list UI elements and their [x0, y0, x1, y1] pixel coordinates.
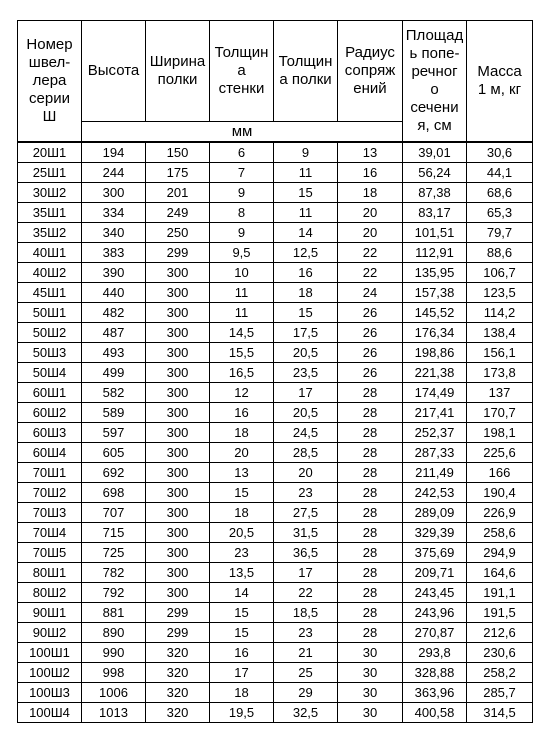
- cell-height: 725: [82, 543, 146, 563]
- cell-fillet-radius: 13: [338, 142, 403, 163]
- table-body: [18, 142, 533, 723]
- header-flange-thickness-text: Толщин а полки: [278, 53, 333, 88]
- header-fillet-radius: [338, 21, 403, 122]
- cell-cross-section-area: 101,51: [403, 223, 467, 243]
- cell-channel-number: 100Ш3: [18, 683, 82, 703]
- table-row: [18, 603, 533, 623]
- cell-mass-per-meter: 294,9: [467, 543, 533, 563]
- table-row: [18, 163, 533, 183]
- cell-cross-section-area: 375,69: [403, 543, 467, 563]
- cell-flange-width: 300: [146, 303, 210, 323]
- cell-height: 482: [82, 303, 146, 323]
- cell-channel-number: 60Ш4: [18, 443, 82, 463]
- cell-cross-section-area: 252,37: [403, 423, 467, 443]
- cell-web-thickness: 20,5: [210, 523, 274, 543]
- table-row: [18, 583, 533, 603]
- cell-web-thickness: 14,5: [210, 323, 274, 343]
- cell-cross-section-area: 243,96: [403, 603, 467, 623]
- cell-flange-width: 300: [146, 283, 210, 303]
- header-fillet-radius-text: Радиус сопряж ений: [344, 44, 396, 97]
- cell-cross-section-area: 209,71: [403, 563, 467, 583]
- cell-flange-width: 300: [146, 443, 210, 463]
- cell-cross-section-area: 157,38: [403, 283, 467, 303]
- cell-flange-thickness: 31,5: [274, 523, 338, 543]
- cell-mass-per-meter: 166: [467, 463, 533, 483]
- cell-channel-number: 25Ш1: [18, 163, 82, 183]
- cell-web-thickness: 13: [210, 463, 274, 483]
- cell-channel-number: 60Ш3: [18, 423, 82, 443]
- cell-flange-thickness: 20,5: [274, 343, 338, 363]
- cell-height: 589: [82, 403, 146, 423]
- cell-flange-thickness: 29: [274, 683, 338, 703]
- cell-web-thickness: 15: [210, 623, 274, 643]
- cell-height: 487: [82, 323, 146, 343]
- cell-flange-width: 249: [146, 203, 210, 223]
- header-flange-width: [146, 21, 210, 122]
- table-row: [18, 463, 533, 483]
- cell-web-thickness: 11: [210, 283, 274, 303]
- header-channel-number-text: Номер швел- лера серии Ш: [26, 36, 73, 125]
- cell-channel-number: 35Ш1: [18, 203, 82, 223]
- cell-mass-per-meter: 114,2: [467, 303, 533, 323]
- cell-channel-number: 70Ш4: [18, 523, 82, 543]
- cell-fillet-radius: 28: [338, 463, 403, 483]
- header-cross-section-area-text: Площад ь попе- речног о сечени я, см: [405, 27, 464, 134]
- cell-flange-thickness: 15: [274, 183, 338, 203]
- cell-mass-per-meter: 230,6: [467, 643, 533, 663]
- cell-flange-width: 300: [146, 543, 210, 563]
- cell-fillet-radius: 28: [338, 383, 403, 403]
- cell-fillet-radius: 26: [338, 303, 403, 323]
- cell-channel-number: 100Ш2: [18, 663, 82, 683]
- cell-web-thickness: 9: [210, 183, 274, 203]
- cell-channel-number: 35Ш2: [18, 223, 82, 243]
- cell-flange-thickness: 27,5: [274, 503, 338, 523]
- cell-height: 582: [82, 383, 146, 403]
- cell-flange-width: 320: [146, 643, 210, 663]
- cell-mass-per-meter: 314,5: [467, 703, 533, 723]
- cell-flange-thickness: 23: [274, 623, 338, 643]
- cell-flange-width: 300: [146, 383, 210, 403]
- cell-channel-number: 90Ш2: [18, 623, 82, 643]
- table-row: [18, 703, 533, 723]
- cell-mass-per-meter: 88,6: [467, 243, 533, 263]
- table-row: [18, 283, 533, 303]
- cell-flange-thickness: 18: [274, 283, 338, 303]
- cell-cross-section-area: 174,49: [403, 383, 467, 403]
- cell-cross-section-area: 135,95: [403, 263, 467, 283]
- cell-flange-width: 320: [146, 703, 210, 723]
- cell-cross-section-area: 217,41: [403, 403, 467, 423]
- cell-cross-section-area: 328,88: [403, 663, 467, 683]
- cell-flange-width: 300: [146, 463, 210, 483]
- cell-mass-per-meter: 156,1: [467, 343, 533, 363]
- cell-flange-width: 300: [146, 483, 210, 503]
- cell-channel-number: 45Ш1: [18, 283, 82, 303]
- cell-web-thickness: 16,5: [210, 363, 274, 383]
- table-row: [18, 363, 533, 383]
- cell-height: 707: [82, 503, 146, 523]
- cell-flange-thickness: 11: [274, 203, 338, 223]
- header-channel-number: [18, 21, 82, 143]
- cell-mass-per-meter: 65,3: [467, 203, 533, 223]
- cell-cross-section-area: 56,24: [403, 163, 467, 183]
- cell-mass-per-meter: 44,1: [467, 163, 533, 183]
- cell-flange-thickness: 11: [274, 163, 338, 183]
- cell-fillet-radius: 20: [338, 203, 403, 223]
- cell-channel-number: 70Ш2: [18, 483, 82, 503]
- cell-channel-number: 20Ш1: [18, 142, 82, 163]
- table-row: [18, 683, 533, 703]
- cell-fillet-radius: 30: [338, 643, 403, 663]
- cell-flange-width: 300: [146, 323, 210, 343]
- cell-cross-section-area: 176,34: [403, 323, 467, 343]
- header-height: [82, 21, 146, 122]
- cell-height: 334: [82, 203, 146, 223]
- cell-fillet-radius: 24: [338, 283, 403, 303]
- cell-mass-per-meter: 258,6: [467, 523, 533, 543]
- cell-fillet-radius: 26: [338, 323, 403, 343]
- cell-web-thickness: 10: [210, 263, 274, 283]
- cell-flange-width: 175: [146, 163, 210, 183]
- header-flange-width-text: Ширина полки: [149, 53, 206, 88]
- table-row: [18, 343, 533, 363]
- cell-cross-section-area: 363,96: [403, 683, 467, 703]
- cell-mass-per-meter: 191,5: [467, 603, 533, 623]
- table-row: [18, 563, 533, 583]
- cell-fillet-radius: 30: [338, 703, 403, 723]
- cell-flange-thickness: 12,5: [274, 243, 338, 263]
- cell-height: 244: [82, 163, 146, 183]
- cell-cross-section-area: 287,33: [403, 443, 467, 463]
- cell-flange-width: 320: [146, 683, 210, 703]
- cell-fillet-radius: 20: [338, 223, 403, 243]
- cell-flange-width: 250: [146, 223, 210, 243]
- cell-web-thickness: 6: [210, 142, 274, 163]
- cell-height: 1013: [82, 703, 146, 723]
- cell-flange-thickness: 17,5: [274, 323, 338, 343]
- cell-web-thickness: 18: [210, 683, 274, 703]
- cell-height: 698: [82, 483, 146, 503]
- cell-web-thickness: 9,5: [210, 243, 274, 263]
- cell-web-thickness: 18: [210, 423, 274, 443]
- header-web-thickness: [210, 21, 274, 122]
- cell-flange-width: 300: [146, 563, 210, 583]
- cell-web-thickness: 7: [210, 163, 274, 183]
- cell-fillet-radius: 26: [338, 363, 403, 383]
- cell-channel-number: 50Ш4: [18, 363, 82, 383]
- cell-mass-per-meter: 190,4: [467, 483, 533, 503]
- cell-fillet-radius: 28: [338, 523, 403, 543]
- channel-spec-table: [17, 20, 533, 723]
- cell-height: 597: [82, 423, 146, 443]
- cell-channel-number: 90Ш1: [18, 603, 82, 623]
- cell-mass-per-meter: 170,7: [467, 403, 533, 423]
- cell-channel-number: 100Ш4: [18, 703, 82, 723]
- cell-fillet-radius: 28: [338, 623, 403, 643]
- header-unit-mm: мм: [82, 122, 403, 143]
- cell-fillet-radius: 28: [338, 483, 403, 503]
- cell-mass-per-meter: 79,7: [467, 223, 533, 243]
- cell-mass-per-meter: 258,2: [467, 663, 533, 683]
- table-row: [18, 203, 533, 223]
- cell-height: 692: [82, 463, 146, 483]
- table-row: [18, 142, 533, 163]
- cell-fillet-radius: 28: [338, 583, 403, 603]
- cell-flange-thickness: 24,5: [274, 423, 338, 443]
- cell-fillet-radius: 22: [338, 243, 403, 263]
- table-row: [18, 443, 533, 463]
- cell-web-thickness: 8: [210, 203, 274, 223]
- cell-mass-per-meter: 137: [467, 383, 533, 403]
- header-mass-per-meter-text: Масса 1 м, кг: [477, 63, 522, 98]
- table-row: [18, 263, 533, 283]
- cell-height: 715: [82, 523, 146, 543]
- cell-mass-per-meter: 123,5: [467, 283, 533, 303]
- cell-height: 300: [82, 183, 146, 203]
- cell-web-thickness: 15: [210, 603, 274, 623]
- cell-web-thickness: 23: [210, 543, 274, 563]
- cell-height: 194: [82, 142, 146, 163]
- cell-web-thickness: 17: [210, 663, 274, 683]
- cell-height: 605: [82, 443, 146, 463]
- cell-flange-thickness: 25: [274, 663, 338, 683]
- cell-height: 782: [82, 563, 146, 583]
- cell-height: 881: [82, 603, 146, 623]
- cell-fillet-radius: 28: [338, 603, 403, 623]
- cell-flange-thickness: 36,5: [274, 543, 338, 563]
- cell-cross-section-area: 400,58: [403, 703, 467, 723]
- cell-flange-width: 150: [146, 142, 210, 163]
- cell-web-thickness: 18: [210, 503, 274, 523]
- header-cross-section-area: [403, 21, 467, 143]
- cell-fillet-radius: 28: [338, 403, 403, 423]
- cell-channel-number: 50Ш2: [18, 323, 82, 343]
- cell-flange-width: 299: [146, 243, 210, 263]
- cell-flange-width: 299: [146, 603, 210, 623]
- table-row: [18, 663, 533, 683]
- cell-cross-section-area: 145,52: [403, 303, 467, 323]
- cell-flange-thickness: 20: [274, 463, 338, 483]
- cell-fillet-radius: 22: [338, 263, 403, 283]
- cell-channel-number: 60Ш2: [18, 403, 82, 423]
- cell-fillet-radius: 16: [338, 163, 403, 183]
- cell-mass-per-meter: 212,6: [467, 623, 533, 643]
- header-flange-thickness: [274, 21, 338, 122]
- cell-flange-thickness: 14: [274, 223, 338, 243]
- cell-flange-thickness: 21: [274, 643, 338, 663]
- cell-height: 340: [82, 223, 146, 243]
- cell-web-thickness: 15,5: [210, 343, 274, 363]
- cell-channel-number: 50Ш3: [18, 343, 82, 363]
- cell-mass-per-meter: 225,6: [467, 443, 533, 463]
- cell-fillet-radius: 28: [338, 423, 403, 443]
- table-row: [18, 403, 533, 423]
- cell-mass-per-meter: 30,6: [467, 142, 533, 163]
- cell-fillet-radius: 26: [338, 343, 403, 363]
- cell-cross-section-area: 211,49: [403, 463, 467, 483]
- cell-flange-thickness: 15: [274, 303, 338, 323]
- cell-channel-number: 70Ш5: [18, 543, 82, 563]
- table-row: [18, 623, 533, 643]
- cell-height: 1006: [82, 683, 146, 703]
- table-row: [18, 543, 533, 563]
- cell-flange-width: 300: [146, 263, 210, 283]
- header-mass-per-meter: [467, 21, 533, 143]
- cell-mass-per-meter: 68,6: [467, 183, 533, 203]
- table-row: [18, 423, 533, 443]
- cell-web-thickness: 13,5: [210, 563, 274, 583]
- cell-channel-number: 50Ш1: [18, 303, 82, 323]
- cell-flange-width: 300: [146, 583, 210, 603]
- cell-flange-width: 300: [146, 343, 210, 363]
- cell-fillet-radius: 18: [338, 183, 403, 203]
- cell-height: 440: [82, 283, 146, 303]
- cell-web-thickness: 11: [210, 303, 274, 323]
- cell-channel-number: 80Ш2: [18, 583, 82, 603]
- cell-cross-section-area: 289,09: [403, 503, 467, 523]
- table-row: [18, 323, 533, 343]
- cell-channel-number: 100Ш1: [18, 643, 82, 663]
- cell-flange-width: 320: [146, 663, 210, 683]
- header-height-text: Высота: [87, 62, 140, 79]
- cell-flange-thickness: 18,5: [274, 603, 338, 623]
- cell-flange-thickness: 22: [274, 583, 338, 603]
- cell-web-thickness: 15: [210, 483, 274, 503]
- cell-channel-number: 40Ш1: [18, 243, 82, 263]
- cell-cross-section-area: 270,87: [403, 623, 467, 643]
- cell-height: 390: [82, 263, 146, 283]
- table-row: [18, 303, 533, 323]
- cell-flange-thickness: 9: [274, 142, 338, 163]
- cell-cross-section-area: 293,8: [403, 643, 467, 663]
- cell-cross-section-area: 329,39: [403, 523, 467, 543]
- cell-height: 792: [82, 583, 146, 603]
- cell-fillet-radius: 28: [338, 543, 403, 563]
- table-row: [18, 243, 533, 263]
- cell-height: 990: [82, 643, 146, 663]
- cell-mass-per-meter: 191,1: [467, 583, 533, 603]
- cell-cross-section-area: 242,53: [403, 483, 467, 503]
- cell-web-thickness: 20: [210, 443, 274, 463]
- cell-mass-per-meter: 106,7: [467, 263, 533, 283]
- cell-flange-thickness: 23,5: [274, 363, 338, 383]
- cell-cross-section-area: 87,38: [403, 183, 467, 203]
- cell-cross-section-area: 39,01: [403, 142, 467, 163]
- cell-fillet-radius: 30: [338, 683, 403, 703]
- cell-web-thickness: 12: [210, 383, 274, 403]
- cell-height: 493: [82, 343, 146, 363]
- cell-cross-section-area: 221,38: [403, 363, 467, 383]
- cell-height: 998: [82, 663, 146, 683]
- cell-channel-number: 70Ш1: [18, 463, 82, 483]
- cell-flange-thickness: 17: [274, 563, 338, 583]
- cell-mass-per-meter: 226,9: [467, 503, 533, 523]
- table-row: [18, 483, 533, 503]
- table-row: [18, 383, 533, 403]
- header-web-thickness-text: Толщин а стенки: [214, 44, 269, 97]
- cell-flange-width: 300: [146, 423, 210, 443]
- table-row: [18, 643, 533, 663]
- cell-cross-section-area: 198,86: [403, 343, 467, 363]
- cell-channel-number: 70Ш3: [18, 503, 82, 523]
- cell-cross-section-area: 83,17: [403, 203, 467, 223]
- cell-flange-thickness: 17: [274, 383, 338, 403]
- cell-fillet-radius: 28: [338, 563, 403, 583]
- cell-web-thickness: 9: [210, 223, 274, 243]
- cell-mass-per-meter: 285,7: [467, 683, 533, 703]
- cell-flange-width: 300: [146, 363, 210, 383]
- cell-flange-thickness: 28,5: [274, 443, 338, 463]
- cell-cross-section-area: 243,45: [403, 583, 467, 603]
- cell-channel-number: 40Ш2: [18, 263, 82, 283]
- cell-flange-width: 299: [146, 623, 210, 643]
- cell-fillet-radius: 28: [338, 443, 403, 463]
- cell-mass-per-meter: 138,4: [467, 323, 533, 343]
- table-row: [18, 183, 533, 203]
- table-row: [18, 223, 533, 243]
- cell-channel-number: 80Ш1: [18, 563, 82, 583]
- cell-height: 890: [82, 623, 146, 643]
- cell-web-thickness: 16: [210, 643, 274, 663]
- cell-fillet-radius: 30: [338, 663, 403, 683]
- cell-fillet-radius: 28: [338, 503, 403, 523]
- cell-mass-per-meter: 198,1: [467, 423, 533, 443]
- cell-flange-width: 300: [146, 403, 210, 423]
- cell-web-thickness: 14: [210, 583, 274, 603]
- cell-channel-number: 60Ш1: [18, 383, 82, 403]
- cell-cross-section-area: 112,91: [403, 243, 467, 263]
- table-row: [18, 503, 533, 523]
- cell-flange-thickness: 32,5: [274, 703, 338, 723]
- cell-flange-thickness: 23: [274, 483, 338, 503]
- cell-height: 383: [82, 243, 146, 263]
- cell-height: 499: [82, 363, 146, 383]
- cell-flange-thickness: 16: [274, 263, 338, 283]
- cell-flange-width: 300: [146, 503, 210, 523]
- cell-channel-number: 30Ш2: [18, 183, 82, 203]
- cell-flange-width: 201: [146, 183, 210, 203]
- cell-web-thickness: 19,5: [210, 703, 274, 723]
- cell-flange-thickness: 20,5: [274, 403, 338, 423]
- cell-web-thickness: 16: [210, 403, 274, 423]
- table-row: [18, 523, 533, 543]
- cell-mass-per-meter: 164,6: [467, 563, 533, 583]
- cell-mass-per-meter: 173,8: [467, 363, 533, 383]
- cell-flange-width: 300: [146, 523, 210, 543]
